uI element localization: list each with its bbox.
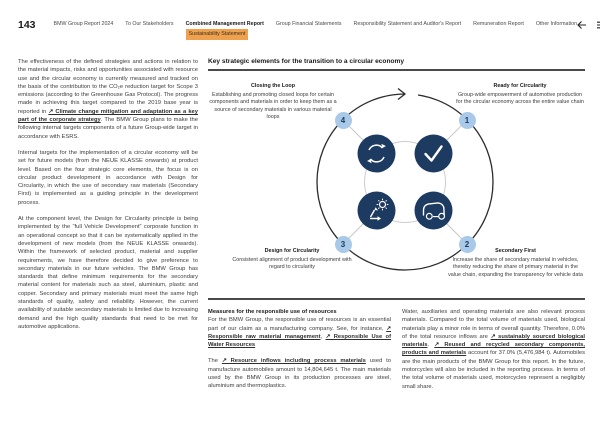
text-segment: . <box>427 342 435 349</box>
toc-icon[interactable] <box>596 20 600 30</box>
text-segment: account for 37.0% (5,476,984 t). Automobiles are the main products of the BMW Group for this report. In the future, motorcycles will also be included in the reporting process. In terms of the total volume of materials used, motorcycles represent a negligibly small share. <box>402 350 585 390</box>
doc-link[interactable]: ↗ sustainably sourced biological materials <box>402 333 585 349</box>
step-badge-3: 3 <box>335 236 352 253</box>
nav-item-financial-statements[interactable]: Group Financial Statements <box>275 21 342 27</box>
icon-circle-secondary-first <box>415 192 453 230</box>
text-segment: For the BMW Group, the responsible use of resources is an essential part of our claim as a manufacturing company. See, for instance, <box>208 317 391 332</box>
corner-ready-for-circularity <box>455 83 585 107</box>
nav-item-report[interactable]: BMW Group Report 2024 <box>53 21 114 27</box>
corner-secondary-first <box>446 248 585 279</box>
icon-circle-closing-the-loop <box>358 135 396 173</box>
step-badge-4: 4 <box>335 112 352 129</box>
nav-item-remuneration[interactable]: Remuneration Report <box>473 21 524 27</box>
circular-economy-diagram <box>208 71 585 296</box>
corner-title: Design for Circularity <box>264 248 320 254</box>
measures-heading: Measures for the responsible use of resources <box>208 309 337 315</box>
nav-item-responsibility[interactable]: Responsibility Statement and Auditor's Report <box>353 21 462 27</box>
text-segment: , <box>320 333 326 340</box>
doc-link[interactable]: ↗ Reused and recycled secondary components, products and materials <box>402 342 585 357</box>
top-nav <box>53 20 578 37</box>
nav-item-stakeholders[interactable]: To Our Stakeholders <box>125 21 174 27</box>
corner-title: Secondary First <box>495 248 536 254</box>
paragraph-component-level <box>18 215 198 331</box>
right-text-column <box>402 308 585 399</box>
text-segment: The <box>208 358 222 365</box>
step-badge-1: 1 <box>459 112 476 129</box>
text-segment: used to manufacture automobiles amount to 14,804,645 t. The main materials used by the BMW Group in its production processes are steel, aluminium and thermoplastics. <box>208 358 391 390</box>
paragraph-strategy-effectiveness <box>18 58 198 141</box>
corner-title: Closing the Loop <box>250 83 296 89</box>
corner-desc: Consistent alignment of product development with regard to circularity <box>232 256 352 271</box>
measures-column <box>208 308 391 399</box>
figure-title: Key strategic elements for the transition to a circular economy <box>208 58 585 71</box>
circular-economy-figure <box>208 58 585 399</box>
header <box>18 19 584 37</box>
corner-closing-the-loop <box>208 83 338 122</box>
corner-desc: Group-wide empowerment of automotive production for the circular economy across the entire value chain <box>456 91 584 106</box>
corner-desc: Increase the share of secondary material in vehicles, thereby reducing the share of primary material in the value chain, expanding the transparency for vehicle data <box>448 256 583 278</box>
figure-bottom-rule <box>208 298 585 300</box>
paragraph-process-materials <box>402 308 585 391</box>
active-subsection-badge[interactable]: Sustainability Statement <box>186 29 249 40</box>
nav-item-label: Combined Management Report <box>185 21 264 27</box>
back-arrow-icon[interactable] <box>577 20 587 30</box>
corner-design-for-circularity <box>228 248 356 272</box>
doc-link[interactable]: ↗ Climate change mitigation and adaptation as a key part of the corporate strategy <box>18 108 198 124</box>
text-segment: Internal targets for the implementation of a circular economy will be set for future models (from the NEUE KLASSE onwards) at product level. Based on the four strategic core elements, the focus is on circular product development in accordance with Design for Circularity, in which the use of secondary raw materials (Secondary First) is implemented as a guiding principle in the development process. <box>18 149 198 206</box>
page-number: 143 <box>18 19 36 31</box>
text-segment: . The BMW Group plans to make the following internal targets components of a future Group-wide target in accordance with ESRS. <box>18 117 198 140</box>
icon-circle-ready-for-circularity <box>415 135 453 173</box>
doc-link[interactable]: ↗ Responsible raw material management <box>208 325 391 340</box>
icon-circle-design-for-circularity <box>358 192 396 230</box>
paragraph-resource-inflows <box>208 357 391 390</box>
nav-item-other-info[interactable]: Other Information <box>535 21 578 27</box>
paragraph-responsible-use <box>208 316 391 349</box>
paragraph-internal-targets <box>18 149 198 207</box>
corner-desc: Establishing and promoting closed loops for certain components and materials in order to keep them as a source of secondary materials in various material loops <box>209 91 337 121</box>
text-segment: At the component level, the Design for Circularity principle is being implemented by the “full Vehicle Development” corporate function in an operational concept so that it can be systematically applied in the development of new models (from the NEUE KLASSE onwards). Within the framework of selected product, material and supplier requirements, we have therefore decided to give preference to secondary materials in our future vehicles. The BMW Group has standards that define minimum requirements for the secondary material content for materials such as steel, aluminium, plastic and copper. Secondary and primary materials must meet the same high standards of quality, safety and reliability. However, the current availability of suitable secondary materials is limited due to increasing demand and the high quality standards that need to be met for automotive applications. <box>18 216 198 330</box>
nav-item-combined-management-report[interactable] <box>185 20 264 37</box>
step-badge-2: 2 <box>459 236 476 253</box>
text-segment: The effectiveness of the defined strategies and actions in relation to the material impacts, risks and opportunities associated with resource use and the circular economy is currently measured and tracked on the basis of the contribution to the CO₂e reduction target for Scope 3 emissions (according to the Greenhouse Gas Protocol). The progress made in achieving this target compared to the 2019 base year is reported in <box>18 59 198 115</box>
corner-title: Ready for Circularity <box>493 83 547 89</box>
text-segment: Water, auxiliaries and operating materials are also relevant process materials. Compared to the total volume of materials used, biological materials play a minor role in terms of overall quantity. Therefore, 0.0% of the total resource inflows are <box>402 309 585 340</box>
header-icons <box>577 20 600 30</box>
doc-link[interactable]: ↗ Resource inflows including process materials <box>221 358 366 365</box>
left-text-column <box>18 58 198 339</box>
arc-gap <box>405 87 418 100</box>
doc-link[interactable]: ↗ Responsible Use of Water Resources <box>208 333 391 349</box>
